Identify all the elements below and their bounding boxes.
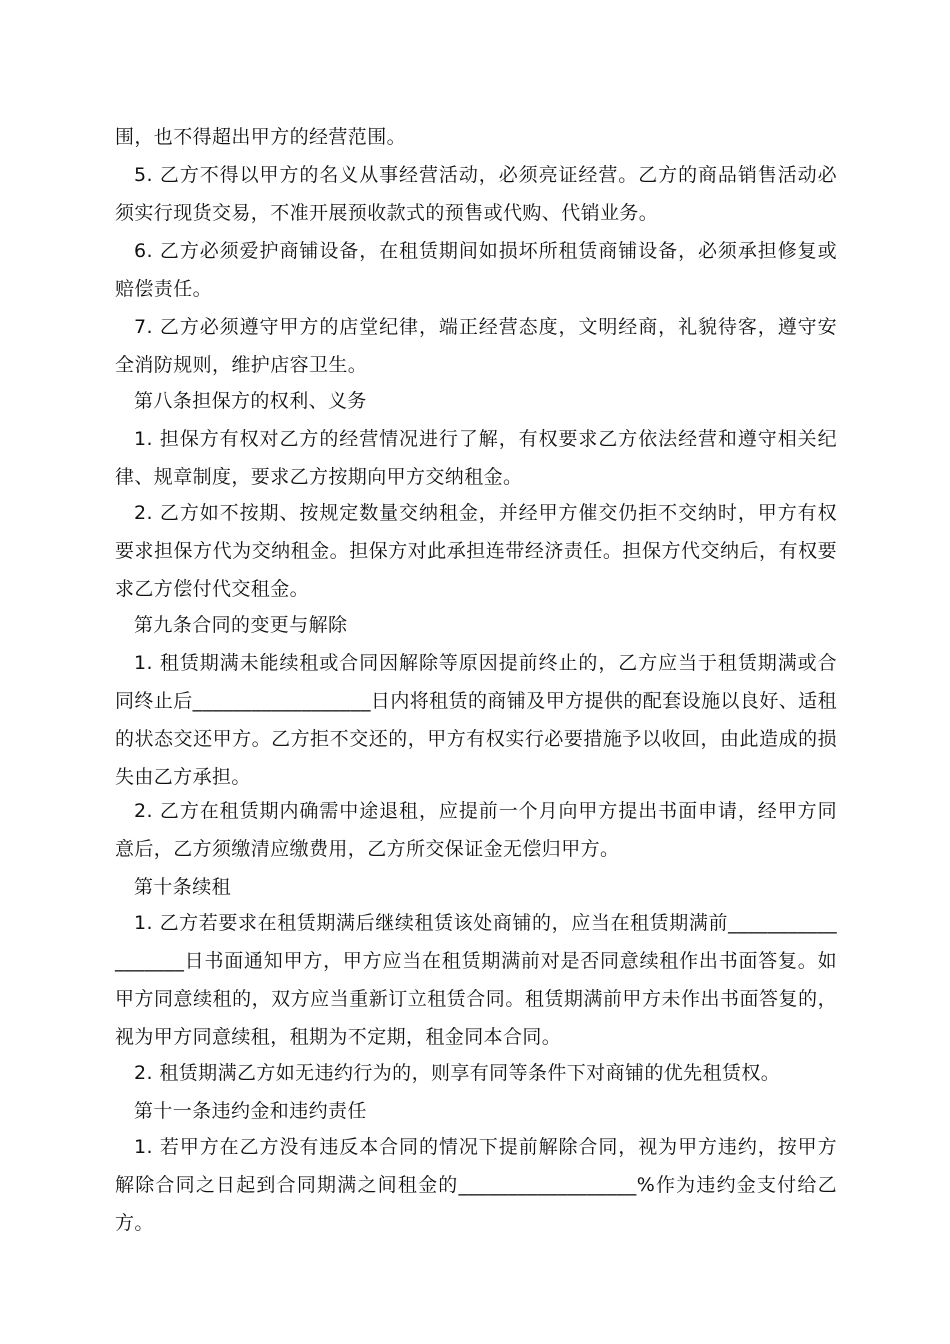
section-heading-article-11: 第十一条违约金和违约责任 <box>134 1100 367 1122</box>
paragraph-guarantor-clause-1: 1. 担保方有权对乙方的经营情况进行了解，有权要求乙方依法经营和遵守相关纪律、规章制度，要求乙方按期向甲方交纳租金。 <box>115 428 837 488</box>
paragraph-termination-clause-1: 1. 租赁期满未能续租或合同因解除等原因提前终止的，乙方应当于租赁期满或合同终止后__________________日内将租赁的商铺及甲方提供的配套设施以良好、适租的状态交还甲方。乙方拒不交还的，甲方有权实行必要措施予以收回，由此造成的损失由乙方承担。 <box>115 652 837 788</box>
paragraph-breach-clause-1: 1. 若甲方在乙方没有违反本合同的情况下提前解除合同，视为甲方违约，按甲方解除合同之日起到合同期满之间租金的__________________%作为违约金支付给乙方。 <box>115 1136 837 1234</box>
paragraph-termination-clause-2: 2. 乙方在租赁期内确需中途退租，应提前一个月向甲方提出书面申请，经甲方同意后，乙方须缴清应缴费用，乙方所交保证金无偿归甲方。 <box>115 800 837 860</box>
paragraph-continuation: 围，也不得超出甲方的经营范围。 <box>115 126 407 148</box>
paragraph-clause-7: 7. 乙方必须遵守甲方的店堂纪律，端正经营态度，文明经商，礼貌待客，遵守安全消防规则，维护店容卫生。 <box>115 316 837 376</box>
paragraph-guarantor-clause-2: 2. 乙方如不按期、按规定数量交纳租金，并经甲方催交仍拒不交纳时，甲方有权要求担保方代为交纳租金。担保方对此承担连带经济责任。担保方代交纳后，有权要求乙方偿付代交租金。 <box>115 502 837 600</box>
paragraph-renewal-clause-1: 1. 乙方若要求在租赁期满后继续租赁该处商铺的，应当在租赁期满前__________________日书面通知甲方，甲方应当在租赁期满前对是否同意续租作出书面答复。如甲方同意续租的，双方应当重新订立租赁合同。租赁期满前甲方未作出书面答复的，视为甲方同意续租，租期为不定期，租金同本合同。 <box>115 912 837 1048</box>
paragraph-clause-6: 6. 乙方必须爱护商铺设备，在租赁期间如损坏所租赁商铺设备，必须承担修复或赔偿责任。 <box>115 240 837 300</box>
paragraph-clause-5: 5. 乙方不得以甲方的名义从事经营活动，必须亮证经营。乙方的商品销售活动必须实行现货交易，不准开展预收款式的预售或代购、代销业务。 <box>115 164 837 224</box>
section-heading-article-8: 第八条担保方的权利、义务 <box>134 390 367 412</box>
section-heading-article-10: 第十条续租 <box>134 876 232 898</box>
section-heading-article-9: 第九条合同的变更与解除 <box>134 614 348 636</box>
paragraph-renewal-clause-2: 2. 租赁期满乙方如无违约行为的，则享有同等条件下对商铺的优先租赁权。 <box>134 1062 781 1084</box>
